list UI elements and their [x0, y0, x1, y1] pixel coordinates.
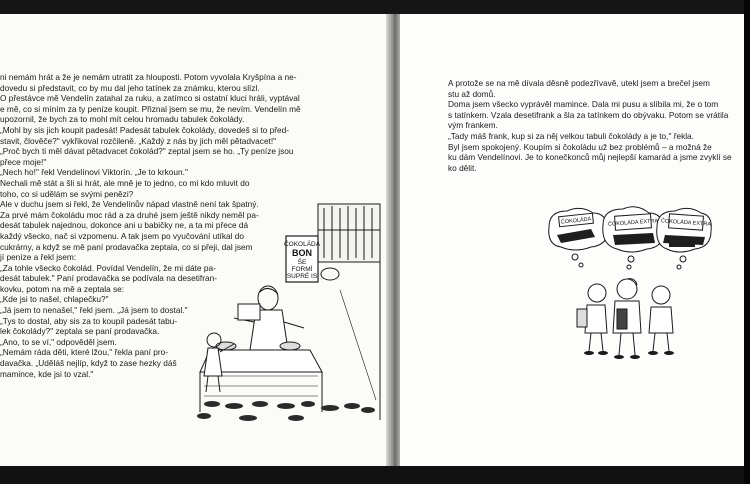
- sign-line: SUPRÉ IS: [286, 273, 318, 280]
- bubble-label: ČOKOLÁDA EXTRA: [660, 218, 712, 228]
- text-line: „Nemám ráda děti, které lžou," řekla paní pro-: [0, 347, 169, 358]
- text-line: ko dělit.: [448, 162, 477, 173]
- bubble-label: ČOKOLÁDA: [560, 216, 592, 226]
- text-line: „Já jsem to nenašel," řekl jsem. „Já jsem to dostal.": [0, 305, 188, 316]
- text-line: desát tabulek najednou, dokonce ani u babičky ne, a ta mi přece dá: [0, 220, 249, 231]
- text-line: lek čokolády?" zeptala se paní prodavačka.: [0, 326, 160, 337]
- text-line: „Za tohle všecko čokolád. Povídal Vendelín, že mi dáte pa-: [0, 262, 216, 273]
- text-line: „Ano, to se ví," odpověděl jsem.: [0, 336, 117, 347]
- scanner-bottom-edge: [0, 466, 750, 484]
- text-line: stu až domů.: [448, 88, 496, 99]
- sign-line: FORMÍ: [291, 266, 313, 273]
- sign-line: BON: [292, 248, 312, 258]
- text-line: dovedu si představit, co by mu dal jeho tatínek za známku, kterou slízl.: [0, 82, 260, 93]
- text-line: ni nemám hrát a že je nemám utratit za hlouposti. Potom vyvolala Kryšpína a ne-: [0, 72, 297, 82]
- text-line: Za prvé mám čokoládu moc rád a za druhé jsem ještě nikdy neměl pa-: [0, 209, 259, 220]
- text-line: s tatínkem. Vzala desetifrank a šla za tatínkem do obývaku. Potom se vrátila: [448, 109, 729, 120]
- text-line: cukrárny, a když se mě paní prodavačka zeptala, co si přeji, dal jsem: [0, 241, 253, 252]
- scanner-right-edge: [744, 0, 750, 484]
- sign-line: ŠE: [297, 259, 307, 266]
- sign-line: ČOKOLÁDA: [283, 241, 321, 248]
- dreaming-boys-illustration: [545, 205, 715, 360]
- text-line: Nechali mě stát a šli si hrát, ale mně je to jedno, co mi kdo mluvit do: [0, 177, 250, 188]
- text-line: upozornil, že bych za to mohl mít celou hromadu tabulek čokolády.: [0, 114, 245, 125]
- text-line: A protože se na mě dívala děsně podezřívavě, utekl jsem a brečel jsem: [448, 78, 710, 88]
- text-line: každý všecko, nač si vzpomenu. A tak jsem po vyučování utíkal do: [0, 230, 244, 241]
- text-line: „Kde jsi to našel, chlapečku?": [0, 294, 109, 305]
- text-line: „Nech ho!" řekl Vendelínovi Viktorín. „Je to krkoun.": [0, 167, 188, 178]
- text-line: kovku, potom na mě a zeptala se:: [0, 283, 125, 294]
- candy-shop-illustration: [190, 200, 390, 430]
- text-line: Ale v duchu jsem si řekl, že Vendelínův nápad vlastně není tak špatný.: [0, 199, 259, 210]
- text-line: Byl jsem spokojený. Koupím si čokoládu už bez problémů – a možná že: [448, 141, 712, 152]
- text-line: Doma jsem všecko vyprávěl mamince. Dala mi pusu a slíbila mi, že o tom: [448, 99, 719, 110]
- text-line: davačka. „Uděláš nejlíp, když to zase hezky dáš: [0, 358, 177, 369]
- text-line: „Tady máš frank, kup si za něj velkou tabuli čokolády a je to," řekla.: [448, 130, 694, 141]
- bubble-label: ČOKOLÁDA EXTRA: [607, 218, 659, 228]
- text-line: desát tabulek." Paní prodavačka se podívala na desetifran-: [0, 273, 217, 284]
- text-line: mamince, kde jsi to vzal.": [0, 368, 94, 379]
- text-line: vým frankem.: [448, 120, 498, 131]
- text-line: e mě, co si míním za ty peníze koupit. Přiznal jsem se mu, že nevím. Vendelín mě: [0, 103, 301, 114]
- text-line: přece moje!": [0, 156, 47, 167]
- text-line: jí peníze a řekl jsem:: [0, 252, 77, 263]
- text-line: „Tys to dostal, aby sis za to koupil padesát tabu-: [0, 315, 178, 326]
- text-line: O přestávce mě Vendelín zatahal za ruku, a zatímco si ostatní kluci hráli, vyptával: [0, 93, 300, 104]
- right-page-text: [448, 78, 748, 173]
- text-line: „Mohl by sis jich koupit padesát! Padesát tabulek čokolády, dovedeš si to před-: [0, 124, 290, 135]
- text-line: stavit, člověče?" vykřikoval rozčileně. „Každý z nás by jich měl pětadvacet!": [0, 135, 277, 146]
- text-line: toho, co si udělám se svými penězi?: [0, 188, 134, 199]
- text-line: „Proč bych ti měl dávat pětadvacet čokolád?" zeptal jsem se ho. „Ty peníze jsou: [0, 146, 294, 157]
- text-line: ku dám Vendelínovi. Je to konečkonců můj nejlepší kamarád a jsme zvyklí se: [448, 152, 732, 163]
